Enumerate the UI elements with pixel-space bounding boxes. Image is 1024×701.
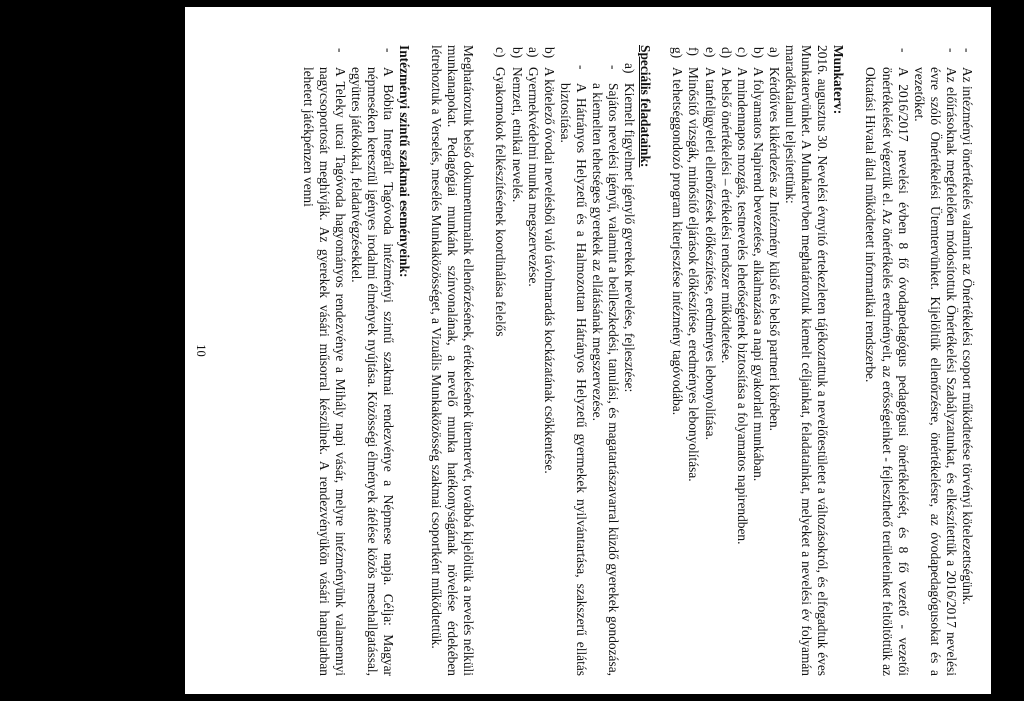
specialis-text: Gyermekvédelmi munka megszervezése. [525, 67, 541, 287]
munkaterv-item [685, 45, 701, 676]
specialis-text: Kiemelt figyelmet igénylő gyerekek nevelése, fejlesztése: [622, 83, 638, 393]
munkaterv-text: A tanfelügyeleti ellenőrzések előkészítése, eredményes lebonyolítása. [702, 67, 718, 440]
esemeny-item: - A Bóbita Integrált Tagóvoda intézményi szintű szakmai rendezvénye a Népmese napja. Célja: Magyar népmeséken keresztül igényes irodalmi élmények nyújtása. Közösségi élmények átélése közös mesehallgatással, együttes játékokkal, feladatvégzésekkel. [348, 45, 396, 676]
specialis-heading: Speciális feladataink: [638, 45, 654, 168]
specialis-item [589, 45, 621, 676]
specialis-marker: b) [509, 47, 525, 59]
munkaterv-marker: d) [718, 47, 734, 59]
specialis-item [492, 45, 508, 676]
munkaterv-marker: c) [734, 47, 750, 58]
document-page [185, 7, 991, 694]
spacer [476, 45, 492, 676]
munkaterv-text: Kérdőíves kikérdezés az Intézmény külső és belső partneri körében. [766, 67, 782, 432]
munkaterv-item [750, 45, 766, 676]
munkaterv-marker: f) [686, 47, 702, 56]
specialis-text: Sajátos nevelési igényű, valamint a beilleszkedési, tanulási, és magatartászavarral küzdő gyerekek gondozása, a kiemelten tehetséges gyerekek az ellátásának megszervezése. [590, 83, 622, 676]
munkaterv-item [718, 45, 734, 676]
specialis-item [508, 45, 524, 676]
specialis-text: Gyakornokok felkészítésének koordinálása felelős [493, 67, 509, 337]
munkaterv-text: A folyamatos Napirend bevezetése, alkalmazása a napi gyakorlati munkában. [750, 67, 766, 482]
specialis-text: A kötelező óvodai nevelésből való távolmaradás kockázatának csökkentése. [541, 67, 557, 474]
specialis-marker: a) [525, 47, 541, 58]
specialis-marker: b) [541, 47, 557, 59]
munkaterv-marker: g) [670, 47, 686, 59]
specialis-item [557, 45, 589, 676]
intro-bullet-list [862, 45, 975, 676]
munkaterv-list [669, 45, 782, 676]
specialis-text: Nemzeti, etnikai nevelés. [509, 67, 525, 203]
intro-bullet: - Az intézményi önértékelés valamint az Önértékelési csoport működtetése törvényi kötelezettségünk. [959, 45, 975, 676]
munkaterv-marker: e) [702, 47, 718, 58]
specialis-item [541, 45, 557, 676]
munkaterv-paragraph: 2016. augusztus 30. Nevelési évnyitó értekezleten tájékoztattuk a nevelőtestületet a változásokról, és elfogadtuk éves Munkatervünket. A Munkatervben meghatároztuk kiemelt céljainkat, feladatainkat, melyeket a nevelési év folyamán maradéktalanul teljesítettünk: [783, 45, 831, 676]
munkaterv-item [702, 45, 718, 676]
munkaterv-text: Minősítő vizsgák, minősítő eljárások előkészítése, eredményes lebonyolítása. [686, 67, 702, 482]
munkaterv-text: A belső önértékelési – értékelési rendszer működtetése. [718, 67, 734, 364]
munkaterv-text: A mindennapos mozgás, testnevelés lehetőségének biztosítása a folyamatos napirendben. [734, 67, 750, 545]
munkaterv-item [766, 45, 782, 676]
rotated-text-block [185, 7, 991, 694]
page-number: 10 [194, 344, 209, 357]
munkaterv-marker: a) [766, 47, 782, 58]
specialis-text: A Hátrányos Helyzetű és a Halmozottan Hátrányos Helyzetű gyermekek nyilvántartása, szakszerű ellátás biztosítása. [557, 83, 589, 676]
esemeny-item: - A Teleky utcai Tagóvoda hagyományos rendezvénye a Mihály napi vásár, melyre intézményünk valamennyi nagycsoportosát meghívják. Az gyerekek vásári műsorral készülnek. A rendezvényükön vásári hangulatban lehetett játékpénzen venni [299, 45, 347, 676]
munkaterv-text: A tehetséggondozó program kiterjesztése intézmény tagóvodába. [670, 67, 686, 416]
esemenyek-list [299, 45, 396, 676]
specialis-marker: c) [493, 47, 509, 58]
munkaterv-marker: b) [750, 47, 766, 59]
munkaterv-heading: Munkaterv: [831, 45, 847, 115]
specialis-marker: a) [622, 63, 638, 74]
munkaterv-item [669, 45, 685, 676]
specialis-item [621, 45, 637, 676]
munkaterv-item [734, 45, 750, 676]
specialis-list [492, 45, 637, 676]
intro-bullet: - Az előírásoknak megfelelően módosítottuk Önértékelési Szabályzatunkat, és elkészítettük a 2016/2017 nevelési évre szóló Önértékelési Ütemtervünket. Kijelöltük ellenőrzésre, önértékelésre, az óvodapedagógusokat és a vezetőket. [911, 45, 959, 676]
intro-bullet: - A 2016/2017 nevelési évben 8 fő óvodapedagógus pedagógusi önértékelését, és 8 fő vezető - vezetői önértékelését végeztük el. Az önértékelés eredményeit, az erősségeinket - fejleszthető területeinket feltöltöttük az Oktatási Hivatal által működtetett informatikai rendszerbe. [862, 45, 910, 676]
esemenyek-heading: Intézményi szintű szakmai eseményeink: [397, 45, 413, 278]
specialis-item [525, 45, 541, 676]
meghataroztuk-paragraph: Meghatároztuk belső dokumentumaink ellenőrzésének, értékelésének ütemtervét, továbbá kijelöltük a nevelés nélküli munkanapokat. Pedagógiai munkánk színvonalának, a nevelő munka hatékonyságának növelése érdekében létrehoztuk a Verselés, mesélés Munkaközösséget, a Vizuális Munkaközösség szakmai csoportként működtettük. [429, 45, 477, 676]
